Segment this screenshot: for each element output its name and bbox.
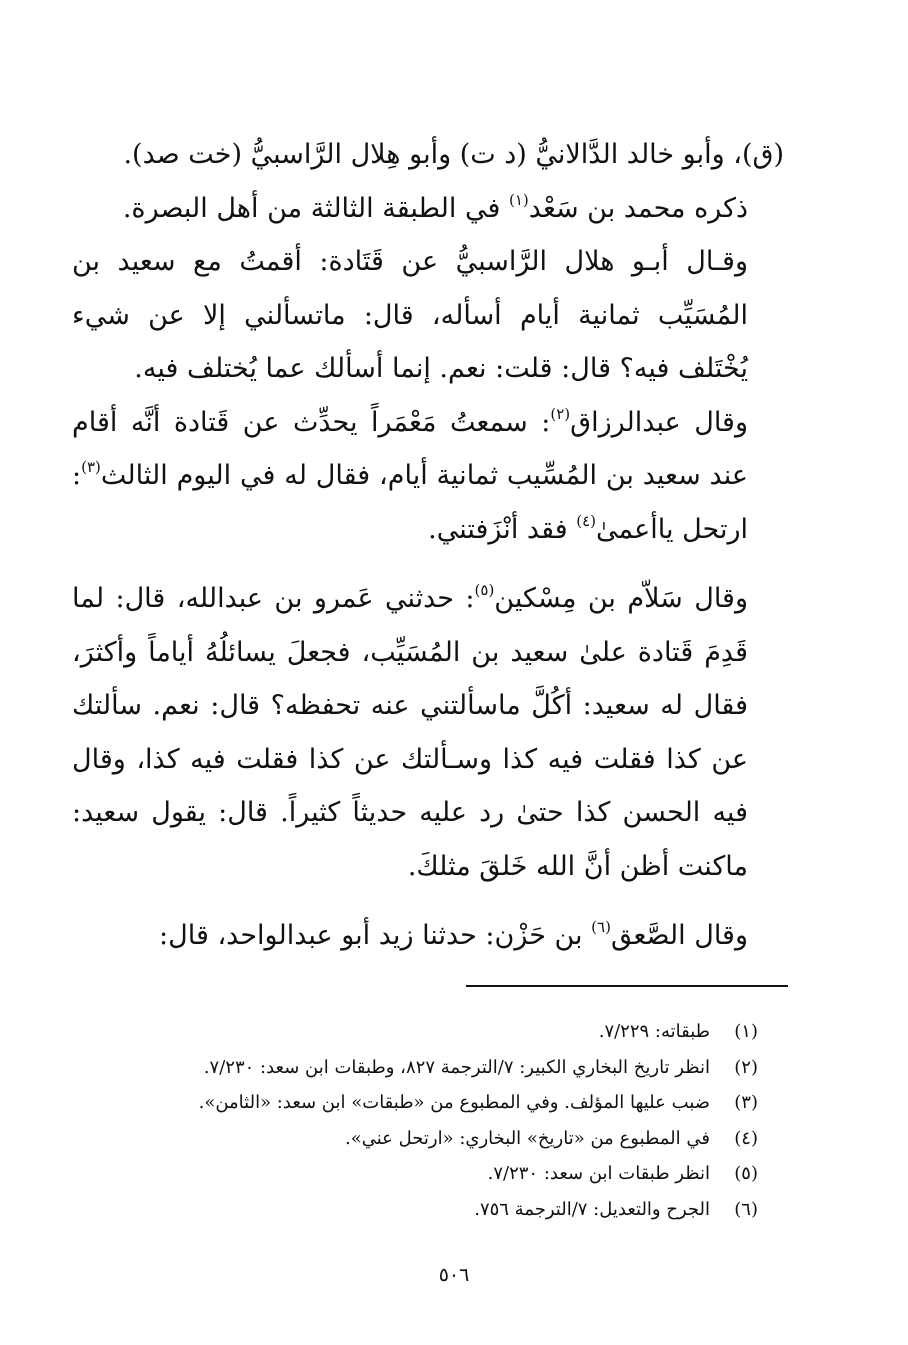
footnote-ref[interactable]: (٢)	[550, 404, 571, 423]
paragraph-5	[72, 909, 784, 963]
footnote-item	[80, 1085, 758, 1121]
footnote-ref[interactable]: (١)	[508, 190, 529, 209]
footnote-ref[interactable]: (٥)	[474, 581, 495, 599]
text-span: بن حَزْن: حدثنا زيد أبو عبدالواحد، قال:	[159, 920, 592, 951]
text-span: وقال عبدالرزاق	[570, 406, 748, 438]
footnote-number: (٥)	[734, 1163, 758, 1184]
text-span: وقال الصَّعق	[610, 920, 748, 951]
footnote-item	[80, 1014, 758, 1050]
footnote-number: (٣)	[734, 1092, 758, 1113]
paragraph-4	[72, 572, 784, 893]
paragraph-3	[72, 396, 784, 557]
text-span: ذكره محمد بن سَعْد	[528, 192, 748, 224]
main-text	[72, 128, 784, 963]
footnote-item	[80, 1192, 758, 1228]
paragraph-1-line-2	[72, 182, 784, 236]
text-span: : سمعتُ مَعْمَراً يحدِّث عن قَتادة أنَّه أقام عند سعيد بن المُسِّيب ثمانية أيام، فقال له في اليوم الثالث	[72, 406, 748, 491]
footnote-number: (٤)	[734, 1127, 758, 1149]
paragraph-2: وقـال أبـو هلال الرَّاسبيُّ عن قَتَادة: أقمتُ مع سعيد بن المُسَيِّب ثمانية أيام أسأله، قال: ماتسألني إلا عن شيء يُخْتَلف فيه؟ قال: قلت: نعم. إنما أسألك عما يُختلف فيه.	[72, 246, 748, 384]
footnote-item	[80, 1121, 758, 1157]
footnote-divider	[466, 985, 788, 987]
footnote-text: الجرح والتعديل: ٧/الترجمة ٧٥٦.	[474, 1198, 710, 1220]
text-span: في الطبقة الثالثة من أهل البصرة.	[122, 192, 509, 224]
footnote-item	[80, 1050, 758, 1086]
footnote-item	[80, 1156, 758, 1192]
footnote-ref[interactable]: (٤)	[576, 511, 597, 530]
footnotes	[80, 1014, 758, 1227]
text-span: : ارتحل ياأعمىٰ	[72, 460, 748, 545]
footnote-text: انظر طبقات ابن سعد: ٧/٢٣٠.	[487, 1163, 710, 1184]
paragraph-1-line-1: (ق)، وأبو خالد الدَّالانيُّ (د ت) وأبو هِلال الرَّاسبيُّ (خت صد).	[123, 139, 784, 170]
footnote-ref[interactable]: (٦)	[591, 918, 611, 936]
text-span: فقد أنْزَفتني.	[428, 513, 577, 545]
footnote-number: (٦)	[734, 1198, 758, 1220]
footnote-text: انظر تاريخ البخاري الكبير: ٧/الترجمة ٨٢٧، وطبقات ابن سعد: ٧/٢٣٠.	[203, 1056, 710, 1078]
footnote-number: (٢)	[734, 1056, 758, 1078]
text-span: : حدثني عَمرو بن عبدالله، قال: لما قَدِمَ قَتادة علىٰ سعيد بن المُسَيِّب، فجعلَ يسائلُهُ أياماً وأكثرَ، فقال له سعيد: أكُلَّ ماسألتني عنه تحفظه؟ قال: نعم. سألتك عن كذا فقلت فيه كذا وسـألتك عن كذا فقلت فيه كذا، وقال فيه الحسن كذا حتىٰ رد عليه حديثاً كثيراً. قال: يقول سعيد: ماكنت أظن أنَّ الله خَلقَ مثلكَ.	[72, 583, 748, 882]
footnote-text: في المطبوع من «تاريخ» البخاري: «ارتحل عني».	[345, 1127, 710, 1149]
text-span: وقال سَلاّم بن مِسْكين	[494, 583, 748, 614]
footnote-text: ضبب عليها المؤلف. وفي المطبوع من «طبقات» ابن سعد: «الثامن».	[198, 1092, 710, 1113]
page-number: ٥٠٦	[438, 1264, 470, 1286]
footnote-ref[interactable]: (٣)	[81, 458, 101, 476]
footnote-text: طبقاته: ٧/٢٢٩.	[598, 1021, 710, 1042]
footnote-number: (١)	[734, 1021, 758, 1042]
